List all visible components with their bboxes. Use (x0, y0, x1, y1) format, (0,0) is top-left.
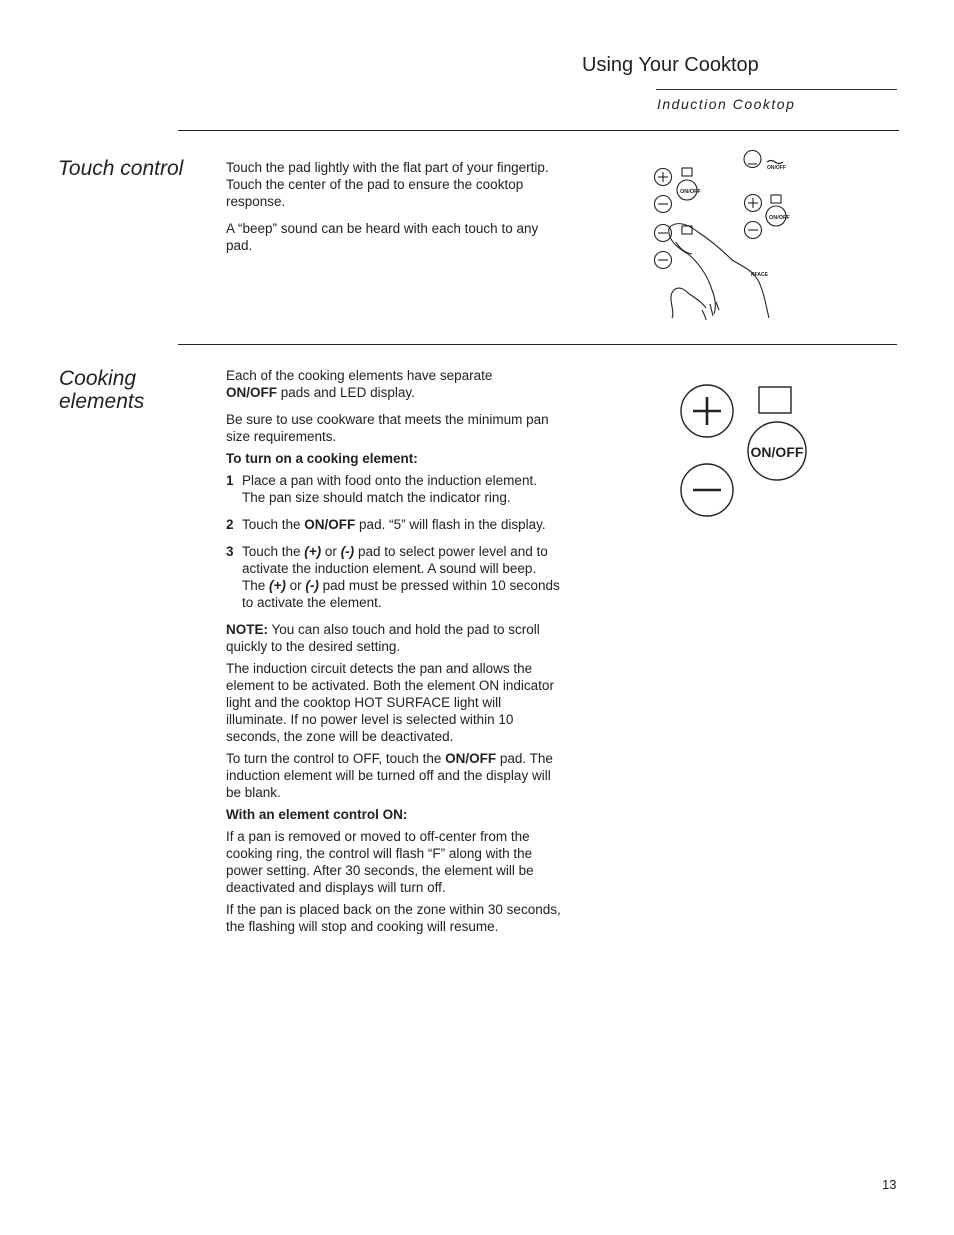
note-paragraph (226, 621, 561, 655)
intro-text: Each of the cooking elements have separate (226, 368, 493, 383)
led-display-icon (759, 387, 791, 413)
intro-text-tail: pads and LED display. (277, 385, 415, 400)
page-number: 13 (882, 1177, 897, 1192)
onoff-label: ON/OFF (750, 444, 804, 460)
step-number: 2 (226, 517, 234, 532)
step-text: pad to select power level and to activate the induction element. A sound will beep. The (242, 544, 548, 593)
onoff-label: ON/OFF (769, 215, 790, 221)
pan-size-paragraph: Be sure to use cookware that meets the minimum pan size requirements. (226, 412, 549, 444)
cooking-elements-text (226, 367, 561, 935)
onoff-label: ON/OFF (767, 165, 786, 171)
plus-term: (+) (269, 578, 286, 593)
note-text: You can also touch and hold the pad to scroll quickly to the desired setting. (226, 622, 540, 654)
led-display-icon (682, 168, 692, 176)
plus-term: (+) (304, 544, 322, 559)
turn-off-text: To turn the control to OFF, touch the (226, 751, 446, 766)
step-text-tail: pad must be pressed within 10 seconds to activate the element. (242, 578, 560, 610)
onoff-term: ON/OFF (226, 385, 277, 400)
intro-paragraph (226, 367, 561, 401)
pan-removed-paragraph: If a pan is removed or moved to off-center from the cooking ring, the control will flash “F” along with the power setting. After 30 seconds, the element will be deactivated and displays will turn off. (226, 829, 534, 895)
step-text: Place a pan with food onto the induction element. The pan size should match the indicator ring. (242, 473, 537, 505)
minus-term: (-) (305, 578, 319, 593)
onoff-label: ON/OFF (680, 189, 701, 195)
minus-term: (-) (340, 544, 355, 559)
cooking-element-controls-illustration (670, 378, 820, 528)
step-2 (226, 516, 561, 533)
header-divider (656, 89, 897, 90)
touch-control-illustration (640, 150, 790, 325)
step-text: or (321, 544, 341, 559)
touch-control-paragraph-2: A “beep” sound can be heard with each touch to any pad. (226, 221, 539, 253)
step-text: or (285, 578, 306, 593)
onoff-term: ON/OFF (304, 517, 356, 532)
step-text: Touch the (242, 517, 305, 532)
touch-control-heading: Touch control (58, 157, 184, 180)
cooking-elements-heading: Cooking elements (59, 367, 145, 413)
onoff-term: ON/OFF (445, 751, 497, 766)
led-display-icon (771, 195, 781, 203)
step-number: 3 (226, 544, 234, 559)
touch-control-paragraph-1: Touch the pad lightly with the flat part of your fingertip. Touch the center of the pad to ensure the cooktop response. (226, 160, 549, 209)
step-text-tail: pad. “5” will flash in the display. (355, 517, 546, 532)
turn-off-text-tail: pad. The induction element will be turned off and the display will be blank. (226, 751, 553, 800)
minus-pad-icon (744, 151, 761, 160)
element-on-heading: With an element control ON: (226, 807, 408, 822)
turn-on-heading: To turn on a cooking element: (226, 451, 418, 466)
section-divider-top (178, 130, 899, 131)
step-1 (226, 472, 561, 506)
turn-off-paragraph (226, 750, 561, 801)
hand-illustration (669, 224, 769, 318)
page-header-subtitle: Induction Cooktop (657, 96, 796, 112)
step-text: Touch the (242, 544, 305, 559)
touch-control-text (226, 159, 556, 254)
step-number: 1 (226, 473, 234, 488)
hot-surface-label-fragment: RFACE (751, 272, 768, 278)
circuit-paragraph: The induction circuit detects the pan and allows the element to be activated. Both the element ON indicator light and the cooktop HOT SURFACE light will illuminate. If no power level is selected within 10 seconds, the zone will be deactivated. (226, 661, 554, 744)
page-header-title: Using Your Cooktop (582, 54, 759, 76)
section-divider-middle (178, 344, 897, 345)
pan-back-paragraph: If the pan is placed back on the zone within 30 seconds, the flashing will stop and cooking will resume. (226, 902, 561, 934)
note-label: NOTE: (226, 622, 268, 637)
step-3 (226, 543, 561, 611)
